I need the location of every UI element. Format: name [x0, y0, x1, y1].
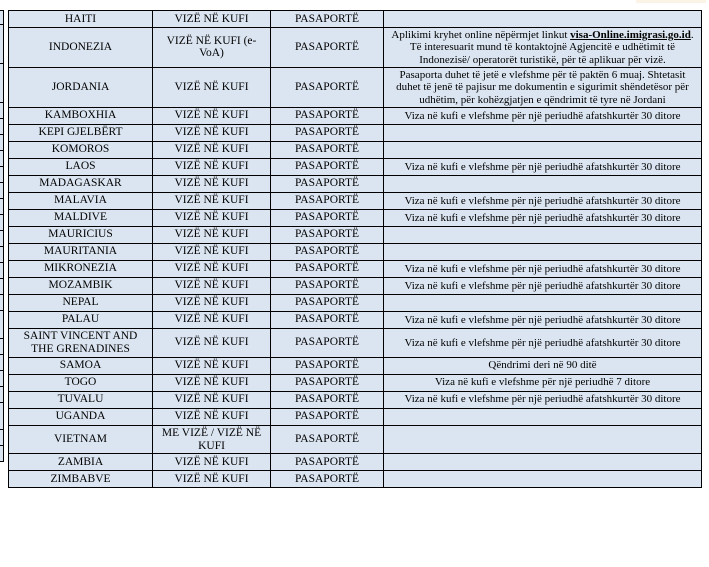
note-text: . Të interesuarit mund të kontaktojnë Agjencitë e udhëtimit të Indonezisë/ operatorët turistikë, për të aplikuar për vizë. [409, 29, 694, 66]
table-row [9, 226, 702, 243]
table-row [9, 425, 702, 454]
country-cell: MIKRONEZIA [9, 260, 153, 277]
note-cell [384, 141, 702, 158]
passport-cell: PASAPORTË [271, 209, 384, 226]
visa-cell: VIZË NË KUFI [153, 175, 271, 192]
passport-cell: PASAPORTË [271, 260, 384, 277]
cropped-cell [0, 430, 4, 446]
visa-cell: VIZË NË KUFI (e-VoA) [153, 28, 271, 68]
visa-cell: VIZË NË KUFI [153, 67, 271, 107]
cropped-cell [0, 355, 4, 371]
passport-cell: PASAPORTË [271, 277, 384, 294]
cropped-cell [0, 446, 4, 462]
passport-cell: PASAPORTË [271, 311, 384, 328]
country-cell: KEPI GJELBËRT [9, 124, 153, 141]
country-cell: SAMOA [9, 357, 153, 374]
cropped-cell [0, 387, 4, 403]
cropped-cell [0, 247, 4, 263]
cropped-cell [0, 135, 4, 151]
cropped-cell [0, 295, 4, 311]
table-row [9, 67, 702, 107]
table-row [9, 328, 702, 357]
note-cell: Viza në kufi e vlefshme për një periudhë afatshkurtër 30 ditore [384, 209, 702, 226]
note-cell [384, 226, 702, 243]
visa-cell: VIZË NË KUFI [153, 311, 271, 328]
country-cell: KOMOROS [9, 141, 153, 158]
note-cell: Viza në kufi e vlefshme për një periudhë 7 ditore [384, 374, 702, 391]
country-cell: MAURICIUS [9, 226, 153, 243]
table-row [9, 175, 702, 192]
passport-cell: PASAPORTË [271, 408, 384, 425]
cropped-left-column [0, 10, 4, 462]
cropped-cell [0, 103, 4, 119]
country-cell: LAOS [9, 158, 153, 175]
table-row [9, 141, 702, 158]
country-cell: PALAU [9, 311, 153, 328]
table-row [9, 374, 702, 391]
country-cell: MOZAMBIK [9, 277, 153, 294]
note-cell: Viza në kufi e vlefshme për një periudhë afatshkurtër 30 ditore [384, 277, 702, 294]
visa-cell: VIZË NË KUFI [153, 192, 271, 209]
cropped-cell [0, 371, 4, 387]
table-row [9, 357, 702, 374]
visa-cell: VIZË NË KUFI [153, 141, 271, 158]
cropped-cell [0, 167, 4, 183]
passport-cell: PASAPORTË [271, 243, 384, 260]
note-cell [384, 11, 702, 28]
country-cell: MADAGASKAR [9, 175, 153, 192]
visa-online-link[interactable]: visa-Online.imigrasi.go.id [570, 29, 691, 41]
table-row [9, 158, 702, 175]
passport-cell: PASAPORTË [271, 374, 384, 391]
table-row [9, 294, 702, 311]
passport-cell: PASAPORTË [271, 158, 384, 175]
table-row [9, 311, 702, 328]
cropped-cell [0, 183, 4, 199]
note-cell [384, 454, 702, 471]
visa-cell: VIZË NË KUFI [153, 294, 271, 311]
table-row [9, 192, 702, 209]
cropped-cell [0, 10, 4, 25]
passport-cell: PASAPORTË [271, 425, 384, 454]
note-cell: Viza në kufi e vlefshme për një periudhë afatshkurtër 30 ditore [384, 107, 702, 124]
passport-cell: PASAPORTË [271, 391, 384, 408]
country-cell: VIETNAM [9, 425, 153, 454]
visa-cell: VIZË NË KUFI [153, 408, 271, 425]
table-row [9, 11, 702, 28]
table-row [9, 260, 702, 277]
table-row [9, 471, 702, 488]
table-row [9, 107, 702, 124]
cropped-cell [0, 263, 4, 279]
table-row [9, 243, 702, 260]
note-cell: Pasaporta duhet të jetë e vlefshme për të paktën 6 muaj. Shtetasit duhet të jenë të pajisur me dokumentin e sigurimit shëndetësor për udhëtim, për kohëzgjatjen e qëndrimit të tyre në Jordani [384, 67, 702, 107]
note-cell [384, 124, 702, 141]
passport-cell: PASAPORTË [271, 294, 384, 311]
visa-requirements-table [8, 10, 702, 488]
passport-cell: PASAPORTË [271, 124, 384, 141]
visa-cell: VIZË NË KUFI [153, 328, 271, 357]
note-cell: Qëndrimi deri në 90 ditë [384, 357, 702, 374]
note-cell [384, 408, 702, 425]
table-row [9, 28, 702, 68]
table-row [9, 124, 702, 141]
country-cell: SAINT VINCENT AND THE GRENADINES [9, 328, 153, 357]
passport-cell: PASAPORTË [271, 107, 384, 124]
note-cell [384, 243, 702, 260]
visa-cell: VIZË NË KUFI [153, 357, 271, 374]
note-cell: Viza në kufi e vlefshme për një periudhë afatshkurtër 30 ditore [384, 260, 702, 277]
country-cell: JORDANIA [9, 67, 153, 107]
visa-cell: VIZË NË KUFI [153, 158, 271, 175]
table-row [9, 408, 702, 425]
passport-cell: PASAPORTË [271, 471, 384, 488]
country-cell: HAITI [9, 11, 153, 28]
passport-cell: PASAPORTË [271, 28, 384, 68]
cropped-cell [0, 215, 4, 231]
passport-cell: PASAPORTË [271, 226, 384, 243]
passport-cell: PASAPORTË [271, 67, 384, 107]
note-cell: Viza në kufi e vlefshme për një periudhë afatshkurtër 30 ditore [384, 158, 702, 175]
country-cell: KAMBOXHIA [9, 107, 153, 124]
note-cell: Viza në kufi e vlefshme për një periudhë afatshkurtër 30 ditore [384, 192, 702, 209]
visa-cell: VIZË NË KUFI [153, 107, 271, 124]
visa-cell: VIZË NË KUFI [153, 243, 271, 260]
country-cell: UGANDA [9, 408, 153, 425]
country-cell: NEPAL [9, 294, 153, 311]
note-text: Aplikimi kryhet online nëpërmjet linkut [391, 29, 571, 41]
country-cell: MAURITANIA [9, 243, 153, 260]
cropped-cell [0, 25, 4, 64]
note-cell [384, 425, 702, 454]
country-cell: TUVALU [9, 391, 153, 408]
visa-cell: VIZË NË KUFI [153, 260, 271, 277]
table-row [9, 391, 702, 408]
note-cell: Viza në kufi e vlefshme për një periudhë afatshkurtër 30 ditore [384, 391, 702, 408]
passport-cell: PASAPORTË [271, 11, 384, 28]
country-cell: INDONEZIA [9, 28, 153, 68]
country-cell: MALAVIA [9, 192, 153, 209]
passport-cell: PASAPORTË [271, 454, 384, 471]
visa-cell: VIZË NË KUFI [153, 11, 271, 28]
visa-cell: VIZË NË KUFI [153, 374, 271, 391]
passport-cell: PASAPORTË [271, 328, 384, 357]
passport-cell: PASAPORTË [271, 357, 384, 374]
table-row [9, 277, 702, 294]
visa-cell: VIZË NË KUFI [153, 391, 271, 408]
note-cell [384, 294, 702, 311]
visa-cell: VIZË NË KUFI [153, 454, 271, 471]
table-row [9, 209, 702, 226]
passport-cell: PASAPORTË [271, 192, 384, 209]
visa-cell: VIZË NË KUFI [153, 124, 271, 141]
cropped-cell [0, 311, 4, 339]
table-body [9, 11, 702, 488]
cropped-cell [0, 231, 4, 247]
cropped-cell [0, 151, 4, 167]
country-cell: ZAMBIA [9, 454, 153, 471]
cropped-cell [0, 119, 4, 135]
visa-cell: VIZË NË KUFI [153, 277, 271, 294]
cropped-cell [0, 403, 4, 431]
passport-cell: PASAPORTË [271, 175, 384, 192]
cropped-cell [0, 279, 4, 295]
note-cell [384, 28, 702, 68]
page-edge-artifact [636, 0, 706, 3]
table-row [9, 454, 702, 471]
visa-cell: VIZË NË KUFI [153, 209, 271, 226]
country-cell: TOGO [9, 374, 153, 391]
cropped-cell [0, 199, 4, 215]
passport-cell: PASAPORTË [271, 141, 384, 158]
country-cell: MALDIVE [9, 209, 153, 226]
note-cell: Viza në kufi e vlefshme për një periudhë afatshkurtër 30 ditore [384, 311, 702, 328]
note-cell: Viza në kufi e vlefshme për një periudhë afatshkurtër 30 ditore [384, 328, 702, 357]
visa-cell: ME VIZË / VIZË NË KUFI [153, 425, 271, 454]
cropped-cell [0, 339, 4, 355]
visa-cell: VIZË NË KUFI [153, 471, 271, 488]
cropped-cell [0, 64, 4, 103]
visa-cell: VIZË NË KUFI [153, 226, 271, 243]
country-cell: ZIMBABVE [9, 471, 153, 488]
note-cell [384, 471, 702, 488]
note-cell [384, 175, 702, 192]
